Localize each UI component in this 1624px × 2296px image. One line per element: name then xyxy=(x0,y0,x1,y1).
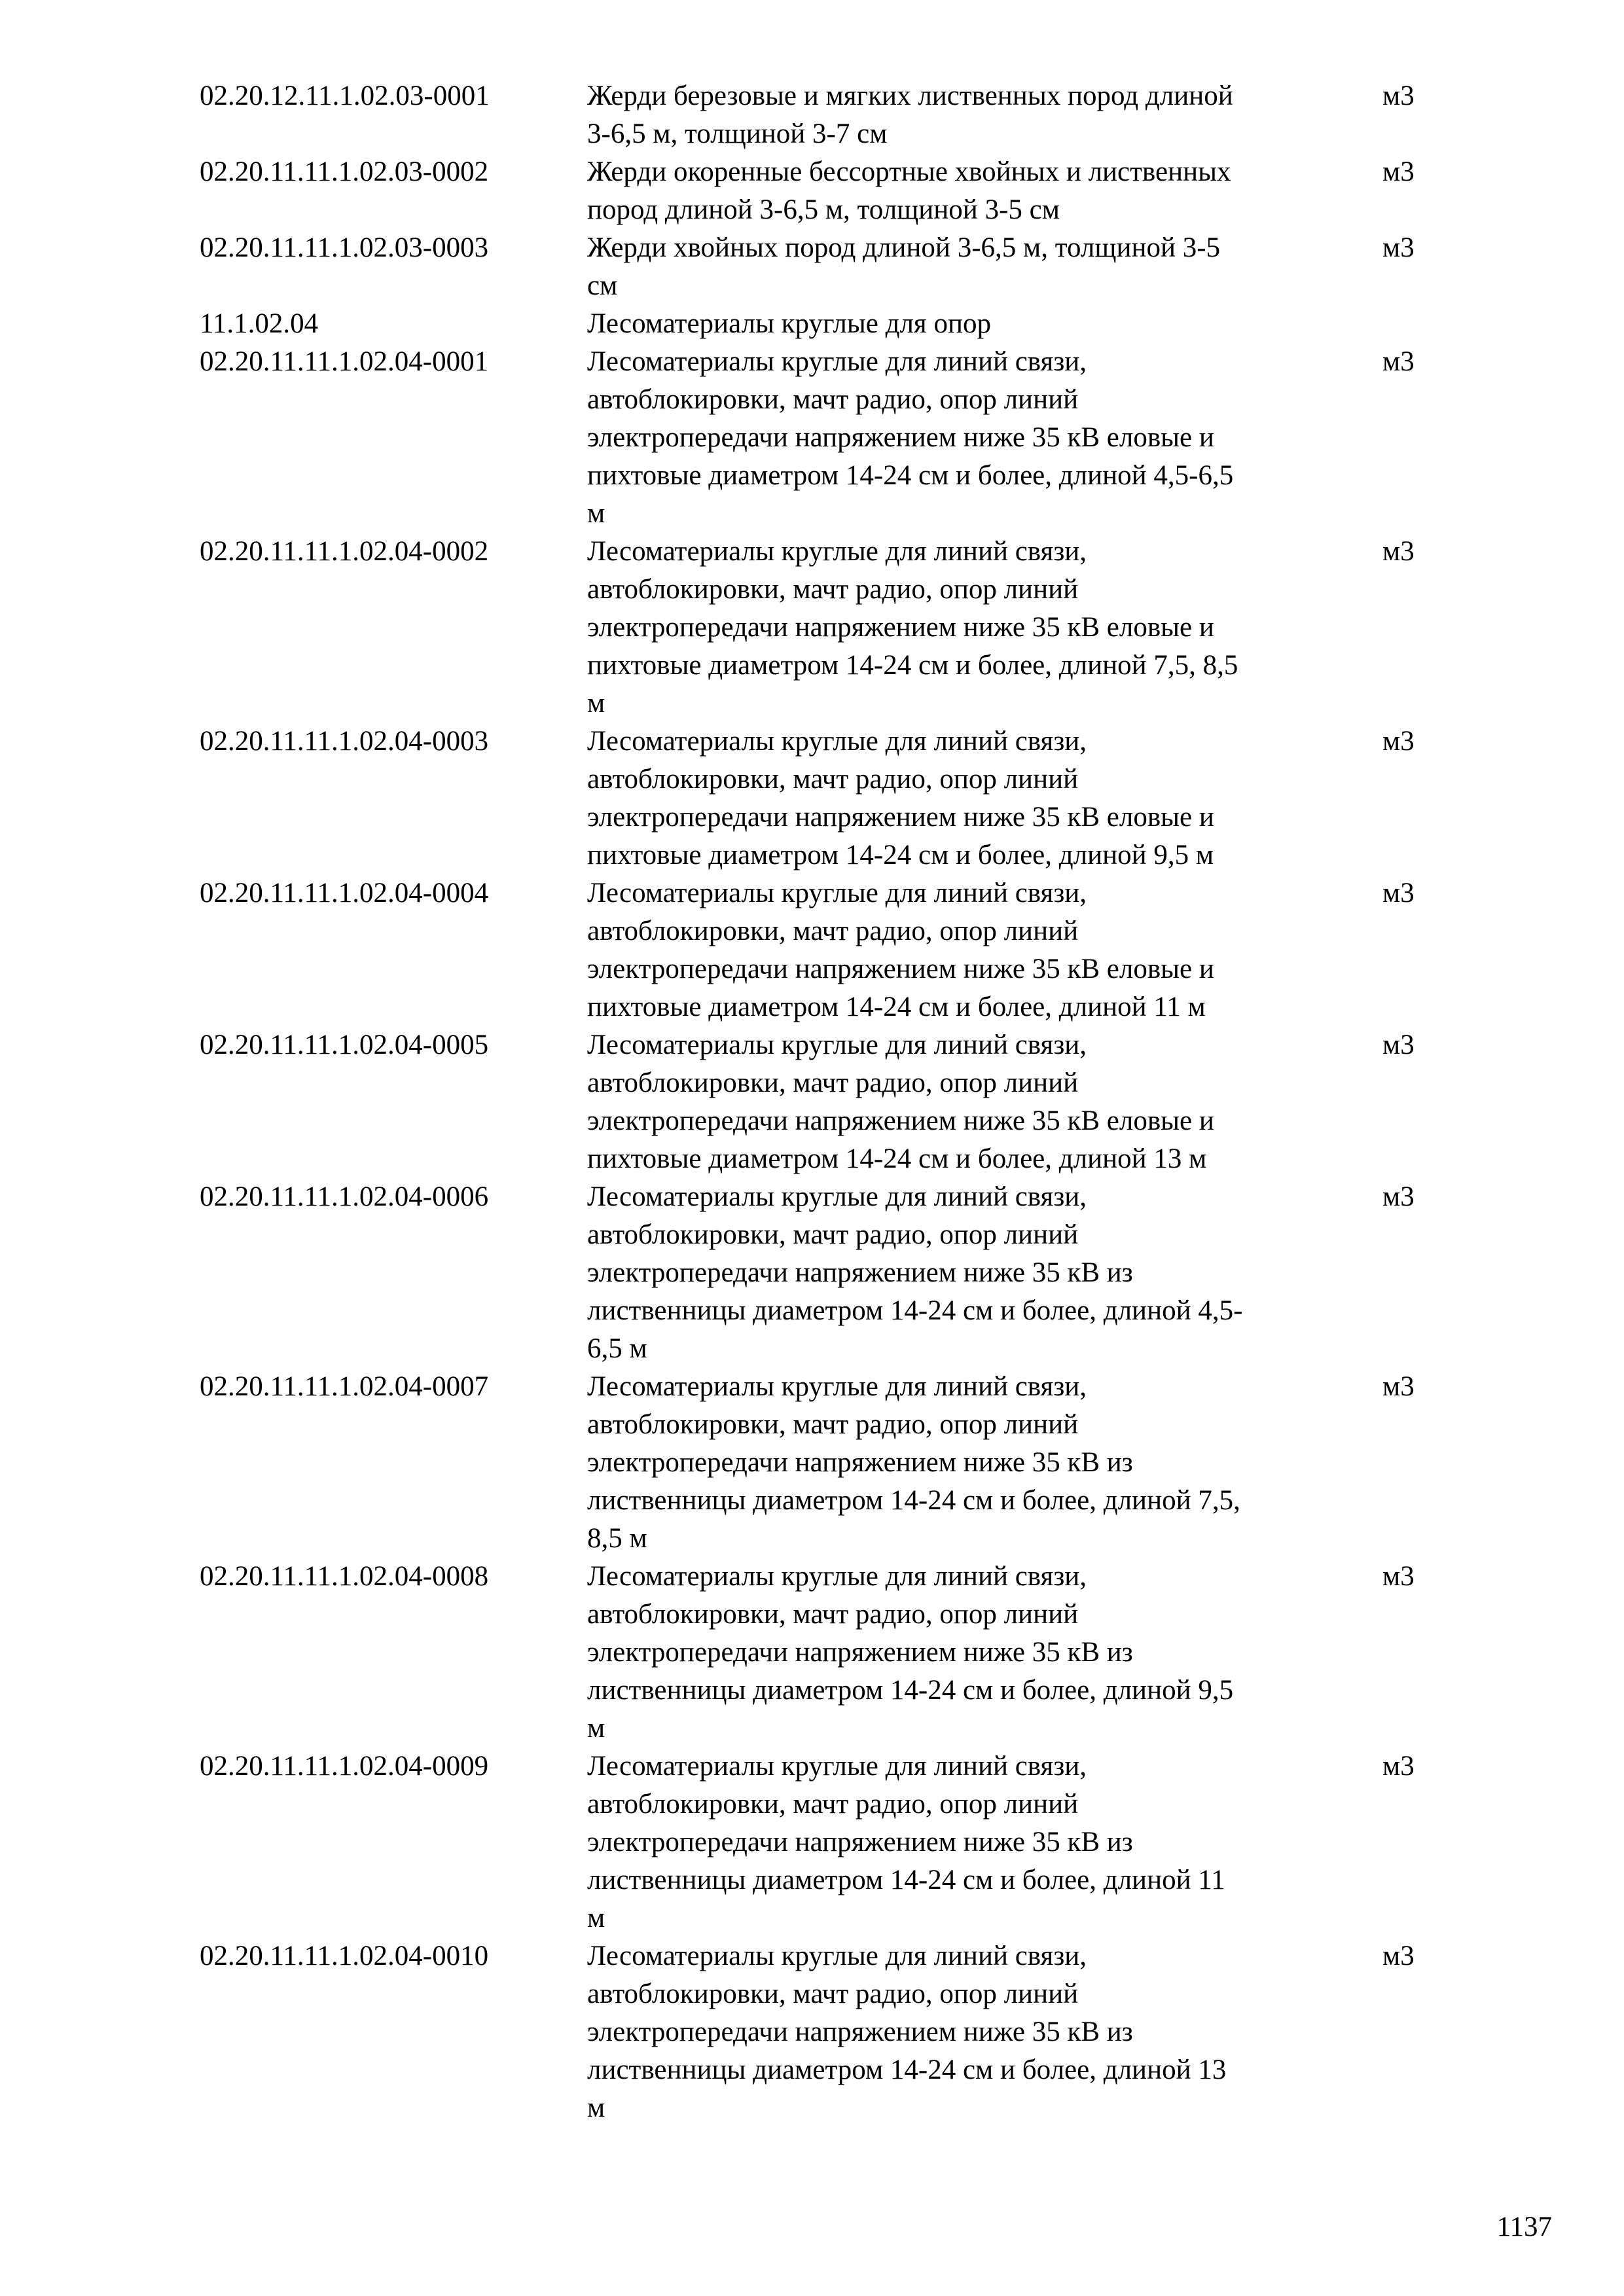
material-code: 02.20.11.11.1.02.04-0001 xyxy=(200,346,489,377)
material-description: Лесоматериалы круглые для линий связи, автоблокировки, мачт радио, опор линий электропередачи напряжением ниже 35 кВ еловые и пихтовые диаметром 14-24 см и более, длиной 9,5 м xyxy=(587,726,1214,870)
measurement-unit: м3 xyxy=(1382,156,1415,187)
material-description: Лесоматериалы круглые для линий связи, автоблокировки, мачт радио, опор линий электропередачи напряжением ниже 35 кВ из лиственницы диаметром 14-24 см и более, длиной 9,5 м xyxy=(587,1561,1234,1744)
material-code: 02.20.11.11.1.02.04-0006 xyxy=(200,1181,489,1212)
table-row xyxy=(200,229,1443,305)
material-code: 02.20.12.11.1.02.03-0001 xyxy=(200,81,490,111)
measurement-unit: м3 xyxy=(1382,1371,1415,1402)
material-code: 02.20.11.11.1.02.04-0004 xyxy=(200,878,489,908)
material-code: 02.20.11.11.1.02.04-0009 xyxy=(200,1751,489,1782)
table-row xyxy=(200,77,1443,153)
material-description: Лесоматериалы круглые для линий связи, автоблокировки, мачт радио, опор линий электропередачи напряжением ниже 35 кВ из лиственницы диаметром 14-24 см и более, длиной 13 м xyxy=(587,1941,1227,2123)
material-code: 02.20.11.11.1.02.04-0003 xyxy=(200,726,489,757)
measurement-unit: м3 xyxy=(1382,1030,1415,1060)
material-description: Жерди березовые и мягких лиственных пород длиной 3-6,5 м, толщиной 3-7 см xyxy=(587,81,1233,149)
measurement-unit: м3 xyxy=(1382,878,1415,908)
materials-list xyxy=(200,77,1443,2127)
material-code: 02.20.11.11.1.02.04-0002 xyxy=(200,536,489,567)
material-description: Лесоматериалы круглые для линий связи, автоблокировки, мачт радио, опор линий электропередачи напряжением ниже 35 кВ еловые и пихтовые диаметром 14-24 см и более, длиной 4,5-6,5 м xyxy=(587,346,1234,529)
material-code: 02.20.11.11.1.02.04-0007 xyxy=(200,1371,489,1402)
table-row xyxy=(200,533,1443,723)
material-description: Лесоматериалы круглые для линий связи, автоблокировки, мачт радио, опор линий электропередачи напряжением ниже 35 кВ еловые и пихтовые диаметром 14-24 см и более, длиной 11 м xyxy=(587,878,1214,1022)
material-description: Лесоматериалы круглые для линий связи, автоблокировки, мачт радио, опор линий электропередачи напряжением ниже 35 кВ из лиственницы диаметром 14-24 см и более, длиной 7,5, 8,5 м xyxy=(587,1371,1240,1554)
material-description: Жерди окоренные бессортные хвойных и лиственных пород длиной 3-6,5 м, толщиной 3-5 см xyxy=(587,156,1231,225)
material-description: Лесоматериалы круглые для линий связи, автоблокировки, мачт радио, опор линий электропередачи напряжением ниже 35 кВ из лиственницы диаметром 14-24 см и более, длиной 4,5- 6,5 м xyxy=(587,1181,1243,1364)
measurement-unit: м3 xyxy=(1382,232,1415,263)
table-row xyxy=(200,723,1443,874)
table-row xyxy=(200,1178,1443,1368)
measurement-unit: м3 xyxy=(1382,346,1415,377)
material-code: 02.20.11.11.1.02.04-0005 xyxy=(200,1030,489,1060)
material-code: 02.20.11.11.1.02.03-0002 xyxy=(200,156,489,187)
material-code: 02.20.11.11.1.02.04-0008 xyxy=(200,1561,489,1592)
table-row xyxy=(200,1026,1443,1178)
section-code: 11.1.02.04 xyxy=(200,308,319,339)
table-row xyxy=(200,343,1443,533)
measurement-unit: м3 xyxy=(1382,1941,1415,1971)
measurement-unit: м3 xyxy=(1382,1561,1415,1592)
table-row xyxy=(200,153,1443,229)
table-row xyxy=(200,874,1443,1026)
page-number: 1137 xyxy=(1496,2212,1552,2242)
measurement-unit: м3 xyxy=(1382,81,1415,111)
material-code: 02.20.11.11.1.02.04-0010 xyxy=(200,1941,489,1971)
section-title: Лесоматериалы круглые для опор xyxy=(587,308,991,339)
table-row xyxy=(200,1748,1443,1937)
measurement-unit: м3 xyxy=(1382,1751,1415,1782)
material-description: Лесоматериалы круглые для линий связи, автоблокировки, мачт радио, опор линий электропередачи напряжением ниже 35 кВ еловые и пихтовые диаметром 14-24 см и более, длиной 7,5, 8,5 м xyxy=(587,536,1238,719)
material-code: 02.20.11.11.1.02.03-0003 xyxy=(200,232,489,263)
table-row xyxy=(200,1558,1443,1748)
measurement-unit: м3 xyxy=(1382,536,1415,567)
measurement-unit: м3 xyxy=(1382,726,1415,757)
table-row xyxy=(200,1937,1443,2127)
section-heading-row xyxy=(200,305,1443,343)
material-description: Лесоматериалы круглые для линий связи, автоблокировки, мачт радио, опор линий электропередачи напряжением ниже 35 кВ из лиственницы диаметром 14-24 см и более, длиной 11 м xyxy=(587,1751,1225,1933)
table-row xyxy=(200,1368,1443,1558)
material-description: Лесоматериалы круглые для линий связи, автоблокировки, мачт радио, опор линий электропередачи напряжением ниже 35 кВ еловые и пихтовые диаметром 14-24 см и более, длиной 13 м xyxy=(587,1030,1214,1174)
material-description: Жерди хвойных пород длиной 3-6,5 м, толщиной 3-5 см xyxy=(587,232,1221,301)
measurement-unit: м3 xyxy=(1382,1181,1415,1212)
